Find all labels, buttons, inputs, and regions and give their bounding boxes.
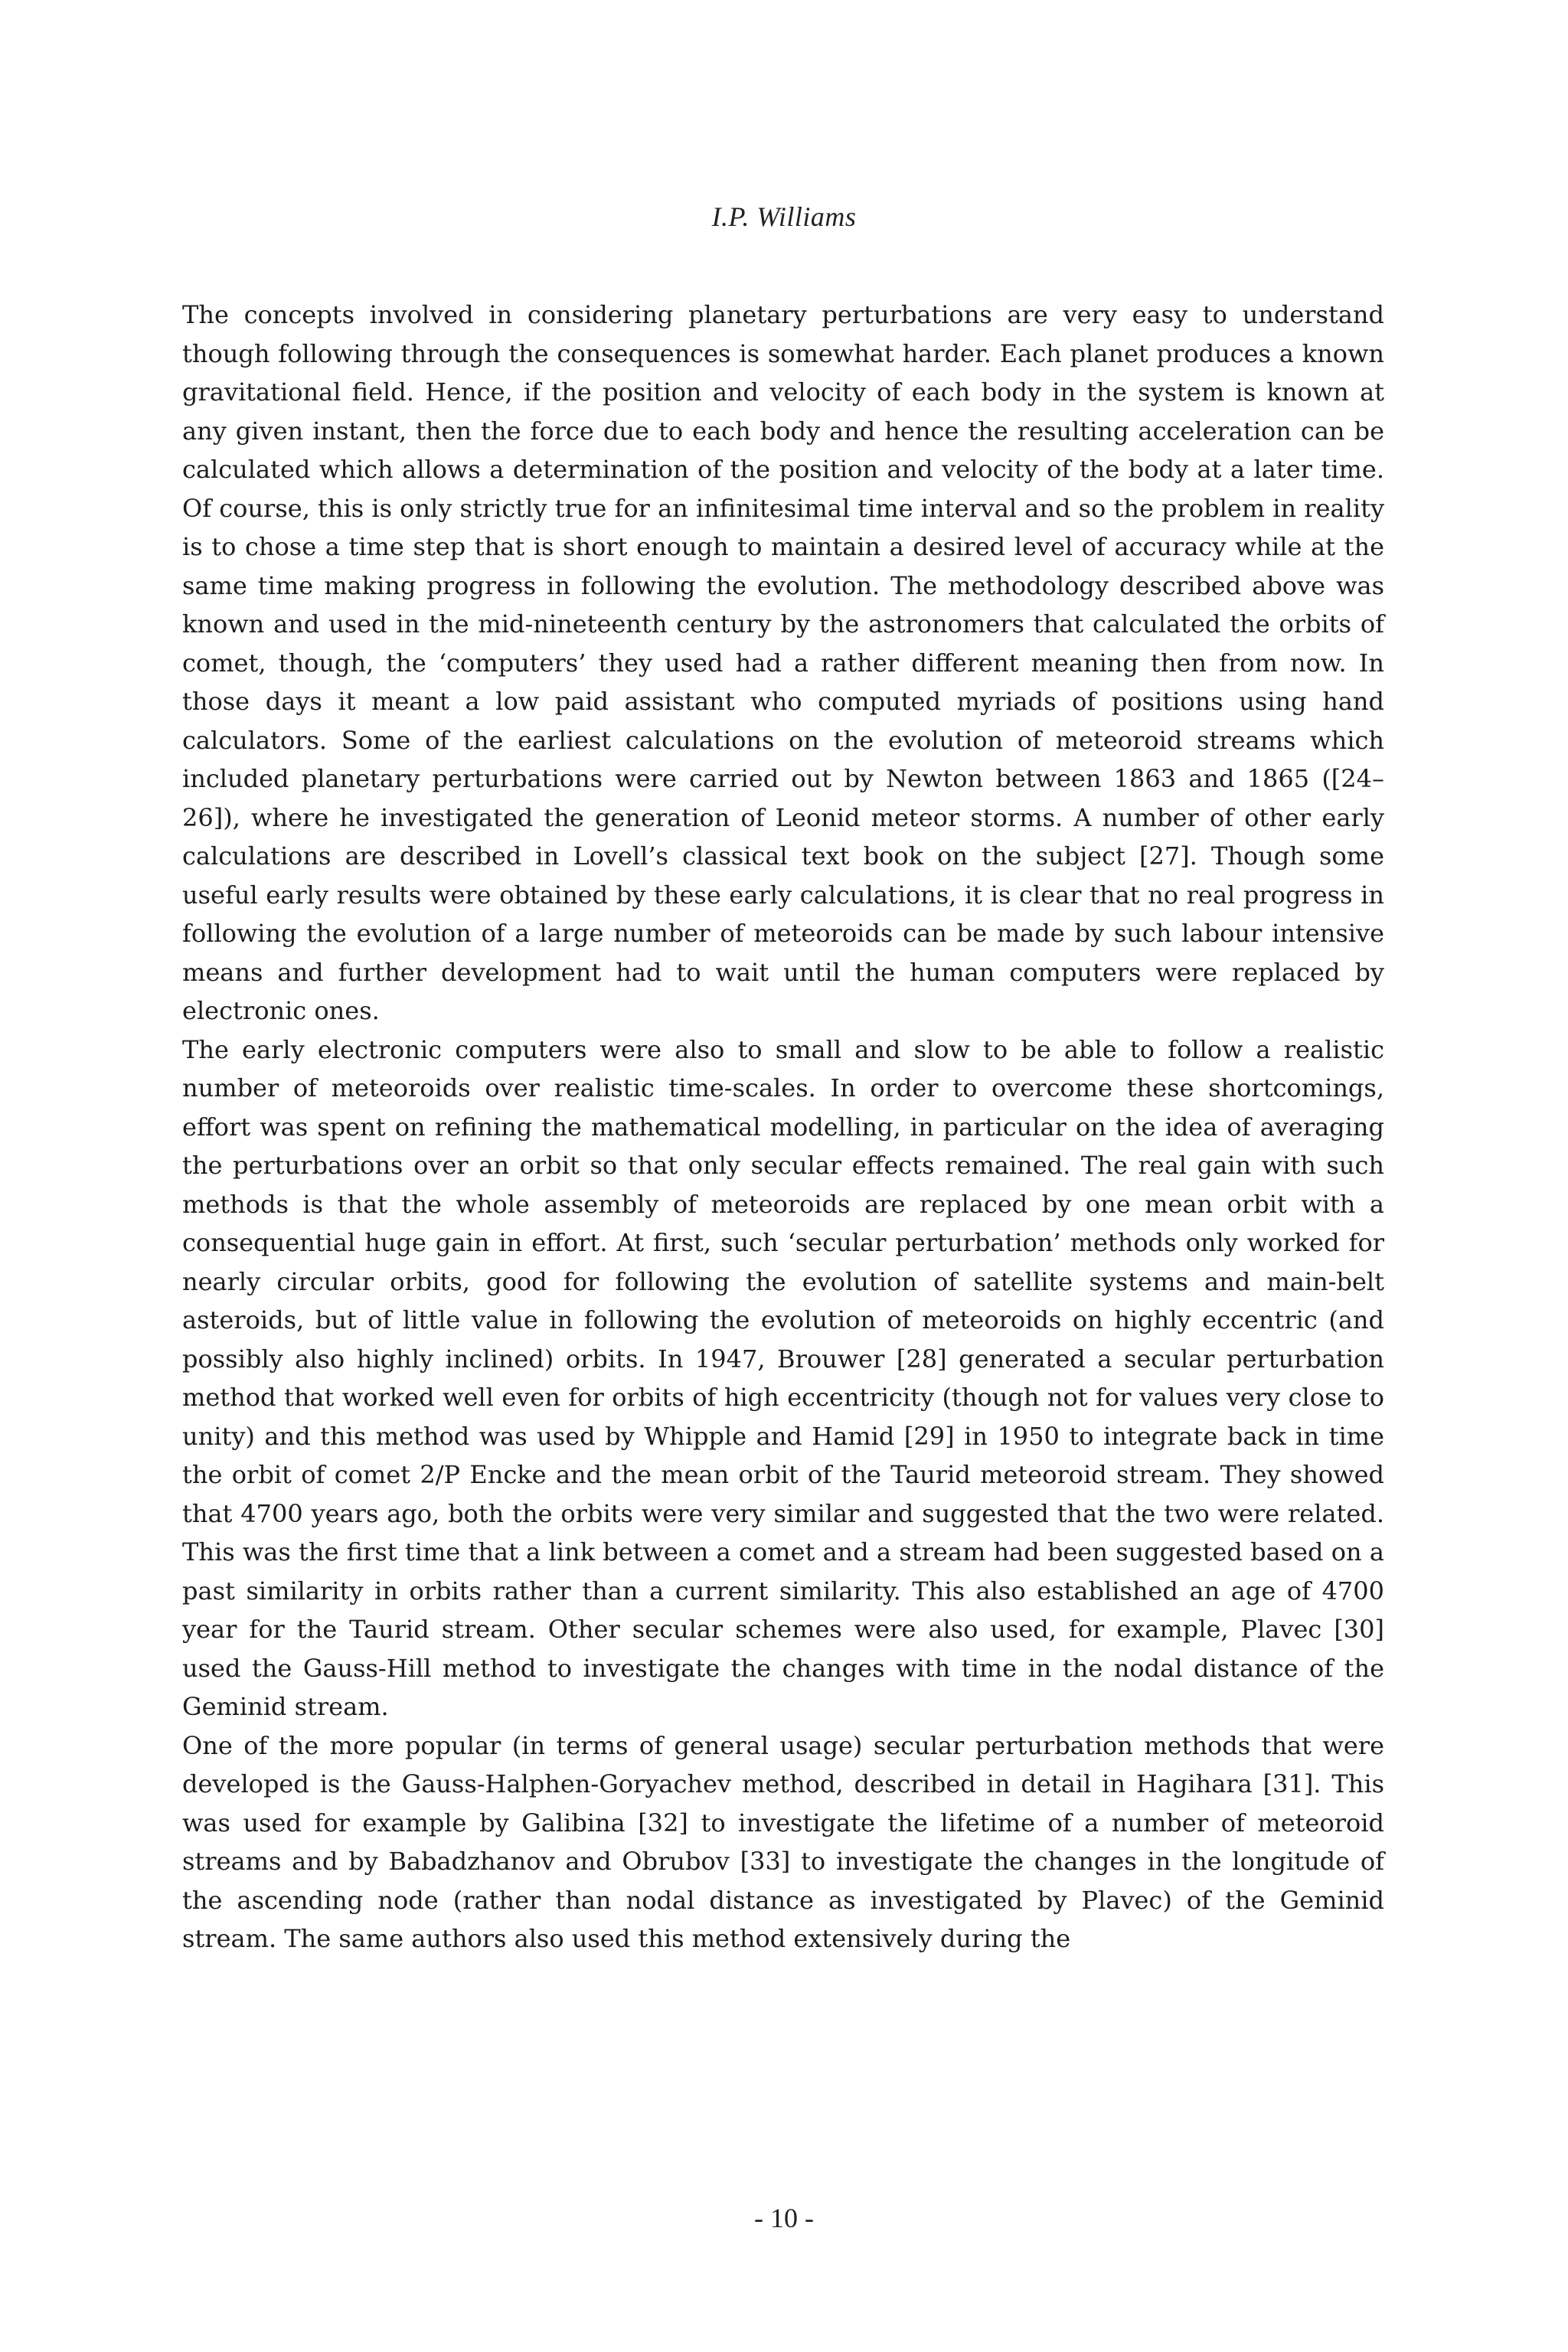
paragraph-3: One of the more popular (in terms of general usage) secular perturbation methods that were developed is the Gauss-Halphen-Goryachev method, described in detail in Hagihara [31]. This was used for example by Galibina [32] to investigate the lifetime of a number of meteoroid streams and by Babadzhanov and Obrubov [33] to investigate the changes in the longitude of the ascending node (rather than nodal distance as investigated by Plavec) of the Geminid stream. The same authors also used this method extensively during the: [182, 1730, 1384, 1953]
running-head: I.P. Williams: [711, 201, 857, 232]
page-number: - 10 -: [754, 2203, 814, 2233]
body-text: [182, 296, 1384, 1958]
paragraph-1: The concepts involved in considering planetary perturbations are very easy to understand though following through the consequences is somewhat harder. Each planet produces a known gravitational field. Hence, if the position and velocity of each body in the system is known at any given instant, then the force due to each body and hence the resulting acceleration can be calculated which allows a determination of the position and velocity of the body at a later time. Of course, this is only strictly true for an infinitesimal time interval and so the problem in reality is to chose a time step that is short enough to maintain a desired level of accuracy while at the same time making progress in following the evolution. The methodology described above was known and used in the mid-nineteenth century by the astronomers that calculated the orbits of comet, though, the ‘computers’ they used had a rather different meaning then from now. In those days it meant a low paid assistant who computed myriads of positions using hand calculators. Some of the earliest calculations on the evolution of meteoroid streams which included planetary perturbations were carried out by Newton between 1863 and 1865 ([24–26]), where he investigated the generation of Leonid meteor storms. A number of other early calculations are described in Lovell’s classical text book on the subject [27]. Though some useful early results were obtained by these early calculations, it is clear that no real progress in following the evolution of a large number of meteoroids can be made by such labour intensive means and further development had to wait until the human computers were replaced by electronic ones.: [182, 300, 1385, 1025]
paragraph-2: The early electronic computers were also to small and slow to be able to follow a realistic number of meteoroids over realistic time-scales. In order to overcome these shortcomings, effort was spent on refining the mathematical modelling, in particular on the idea of averaging the perturbations over an orbit so that only secular effects remained. The real gain with such methods is that the whole assembly of meteoroids are replaced by one mean orbit with a consequential huge gain in effort. At first, such ‘secular perturbation’ methods only worked for nearly circular orbits, good for following the evolution of satellite systems and main-belt asteroids, but of little value in following the evolution of meteoroids on highly eccentric (and possibly also highly inclined) orbits. In 1947, Brouwer [28] generated a secular perturbation method that worked well even for orbits of high eccentricity (though not for values very close to unity) and this method was used by Whipple and Hamid [29] in 1950 to integrate back in time the orbit of comet 2/P Encke and the mean orbit of the Taurid meteoroid stream. They showed that 4700 years ago, both the orbits were very similar and suggested that the two were related. This was the first time that a link between a comet and a stream had been suggested based on a past similarity in orbits rather than a current similarity. This also established an age of 4700 year for the Taurid stream. Other secular schemes were also used, for example, Plavec [30] used the Gauss-Hill method to investigate the changes with time in the nodal distance of the Geminid stream.: [182, 1034, 1384, 1721]
